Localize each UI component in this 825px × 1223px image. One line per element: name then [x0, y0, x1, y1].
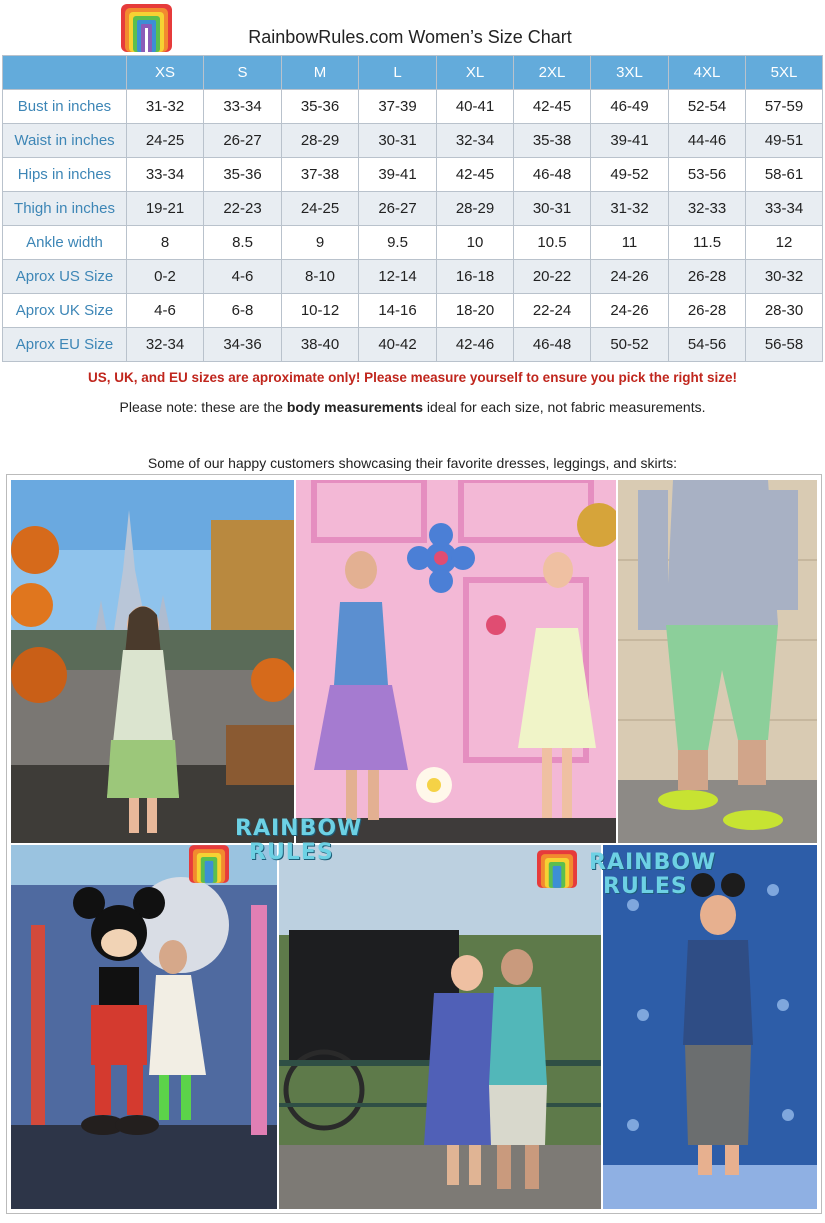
table-cell: 26-27 [204, 124, 282, 158]
table-row [3, 124, 823, 158]
table-cell: 18-20 [437, 294, 514, 328]
table-cell: 50-52 [591, 328, 669, 362]
table-cell: 44-46 [669, 124, 746, 158]
table-cell: 35-36 [282, 90, 359, 124]
table-row [3, 328, 823, 362]
table-cell: 28-29 [437, 192, 514, 226]
table-cell: 56-58 [746, 328, 823, 362]
table-row [3, 158, 823, 192]
table-cell: 49-52 [591, 158, 669, 192]
table-cell: 24-25 [127, 124, 204, 158]
photo-leggings [618, 480, 817, 843]
photo-castle-icon [11, 480, 294, 843]
row-label: Thigh in inches [3, 192, 127, 226]
table-cell: 14-16 [359, 294, 437, 328]
table-cell: 8.5 [204, 226, 282, 260]
table-cell: 34-36 [204, 328, 282, 362]
table-cell: 28-30 [746, 294, 823, 328]
photo-carriage [279, 845, 601, 1209]
table-row [3, 226, 823, 260]
table-cell: 8 [127, 226, 204, 260]
table-cell: 9 [282, 226, 359, 260]
photo-pink-door [296, 480, 616, 843]
watermark-rainbow-icon [537, 850, 577, 888]
table-cell: 20-22 [514, 260, 591, 294]
size-column-header: XL [437, 56, 514, 90]
watermark-rainbow-icon [189, 845, 229, 883]
page-title: RainbowRules.com Women’s Size Chart [248, 27, 572, 47]
size-column-header: L [359, 56, 437, 90]
size-column-header: M [282, 56, 359, 90]
table-cell: 28-29 [282, 124, 359, 158]
table-cell: 30-32 [746, 260, 823, 294]
table-cell: 4-6 [127, 294, 204, 328]
table-cell: 37-39 [359, 90, 437, 124]
table-cell: 32-33 [669, 192, 746, 226]
table-cell: 35-38 [514, 124, 591, 158]
table-row [3, 192, 823, 226]
watermark-line-2: RULES [249, 840, 334, 865]
table-cell: 10-12 [282, 294, 359, 328]
row-label: Ankle width [3, 226, 127, 260]
sizing-warning: US, UK, and EU sizes are aproximate only! Please measure yourself to ensure you pick the right size! [88, 370, 737, 385]
table-cell: 12-14 [359, 260, 437, 294]
table-cell: 10 [437, 226, 514, 260]
table-cell: 58-61 [746, 158, 823, 192]
photo-castle [11, 480, 294, 843]
table-cell: 19-21 [127, 192, 204, 226]
rainbow-logo-icon [121, 4, 172, 52]
table-cell: 54-56 [669, 328, 746, 362]
table-cell: 32-34 [127, 328, 204, 362]
table-cell: 40-41 [437, 90, 514, 124]
table-cell: 6-8 [204, 294, 282, 328]
table-cell: 38-40 [282, 328, 359, 362]
table-cell: 30-31 [359, 124, 437, 158]
table-cell: 39-41 [591, 124, 669, 158]
measurement-note [0, 399, 825, 415]
table-cell: 8-10 [282, 260, 359, 294]
watermark-text-2 [589, 851, 716, 899]
size-column-header: 3XL [591, 56, 669, 90]
table-cell: 46-48 [514, 328, 591, 362]
table-cell: 39-41 [359, 158, 437, 192]
table-cell: 22-23 [204, 192, 282, 226]
table-cell: 9.5 [359, 226, 437, 260]
table-cell: 0-2 [127, 260, 204, 294]
photo-carriage-icon [279, 845, 601, 1209]
table-cell: 33-34 [127, 158, 204, 192]
table-cell: 11.5 [669, 226, 746, 260]
photo-d23-expo-icon [603, 845, 817, 1209]
table-cell: 49-51 [746, 124, 823, 158]
table-cell: 24-26 [591, 294, 669, 328]
table-cell: 26-28 [669, 260, 746, 294]
table-cell: 37-38 [282, 158, 359, 192]
table-cell: 30-31 [514, 192, 591, 226]
photo-d23-expo [603, 845, 817, 1209]
table-cell: 12 [746, 226, 823, 260]
photo-mickey [11, 845, 277, 1209]
table-cell: 32-34 [437, 124, 514, 158]
corner-cell [3, 56, 127, 90]
photo-leggings-icon [618, 480, 817, 843]
table-row [3, 294, 823, 328]
note-bold: body measurements [286, 399, 424, 415]
size-chart-table [2, 55, 823, 362]
watermark-line-1: RAINBOW [589, 850, 717, 875]
table-cell: 42-45 [437, 158, 514, 192]
table-cell: 46-48 [514, 158, 591, 192]
table-row [3, 260, 823, 294]
size-header-row [3, 56, 823, 90]
row-label: Bust in inches [3, 90, 127, 124]
gallery-caption: Some of our happy customers showcasing their favorite dresses, leggings, and skirts: [147, 455, 678, 471]
table-cell: 31-32 [591, 192, 669, 226]
table-cell: 35-36 [204, 158, 282, 192]
photo-pink-door-icon [296, 480, 616, 843]
table-cell: 57-59 [746, 90, 823, 124]
table-cell: 31-32 [127, 90, 204, 124]
size-column-header: 2XL [514, 56, 591, 90]
table-cell: 22-24 [514, 294, 591, 328]
size-column-header: 4XL [669, 56, 746, 90]
note-suffix: ideal for each size, not fabric measurements. [423, 399, 706, 415]
size-column-header: XS [127, 56, 204, 90]
table-row [3, 90, 823, 124]
table-cell: 40-42 [359, 328, 437, 362]
table-cell: 33-34 [204, 90, 282, 124]
row-label: Aprox EU Size [3, 328, 127, 362]
size-column-header: S [204, 56, 282, 90]
table-cell: 24-26 [591, 260, 669, 294]
note-prefix: Please note: these are the [119, 399, 287, 415]
row-label: Hips in inches [3, 158, 127, 192]
table-cell: 4-6 [204, 260, 282, 294]
table-cell: 42-46 [437, 328, 514, 362]
row-label: Aprox US Size [3, 260, 127, 294]
table-cell: 24-25 [282, 192, 359, 226]
table-cell: 46-49 [591, 90, 669, 124]
photo-mickey-icon [11, 845, 277, 1209]
table-cell: 52-54 [669, 90, 746, 124]
row-label: Aprox UK Size [3, 294, 127, 328]
row-label: Waist in inches [3, 124, 127, 158]
table-cell: 53-56 [669, 158, 746, 192]
watermark-text-1 [235, 817, 362, 865]
table-cell: 11 [591, 226, 669, 260]
customer-photo-gallery [6, 474, 822, 1214]
watermark-line-2: RULES [603, 874, 688, 899]
table-cell: 42-45 [514, 90, 591, 124]
size-column-header: 5XL [746, 56, 823, 90]
watermark-line-1: RAINBOW [235, 816, 363, 841]
table-cell: 26-28 [669, 294, 746, 328]
table-cell: 16-18 [437, 260, 514, 294]
table-cell: 26-27 [359, 192, 437, 226]
table-cell: 33-34 [746, 192, 823, 226]
table-cell: 10.5 [514, 226, 591, 260]
